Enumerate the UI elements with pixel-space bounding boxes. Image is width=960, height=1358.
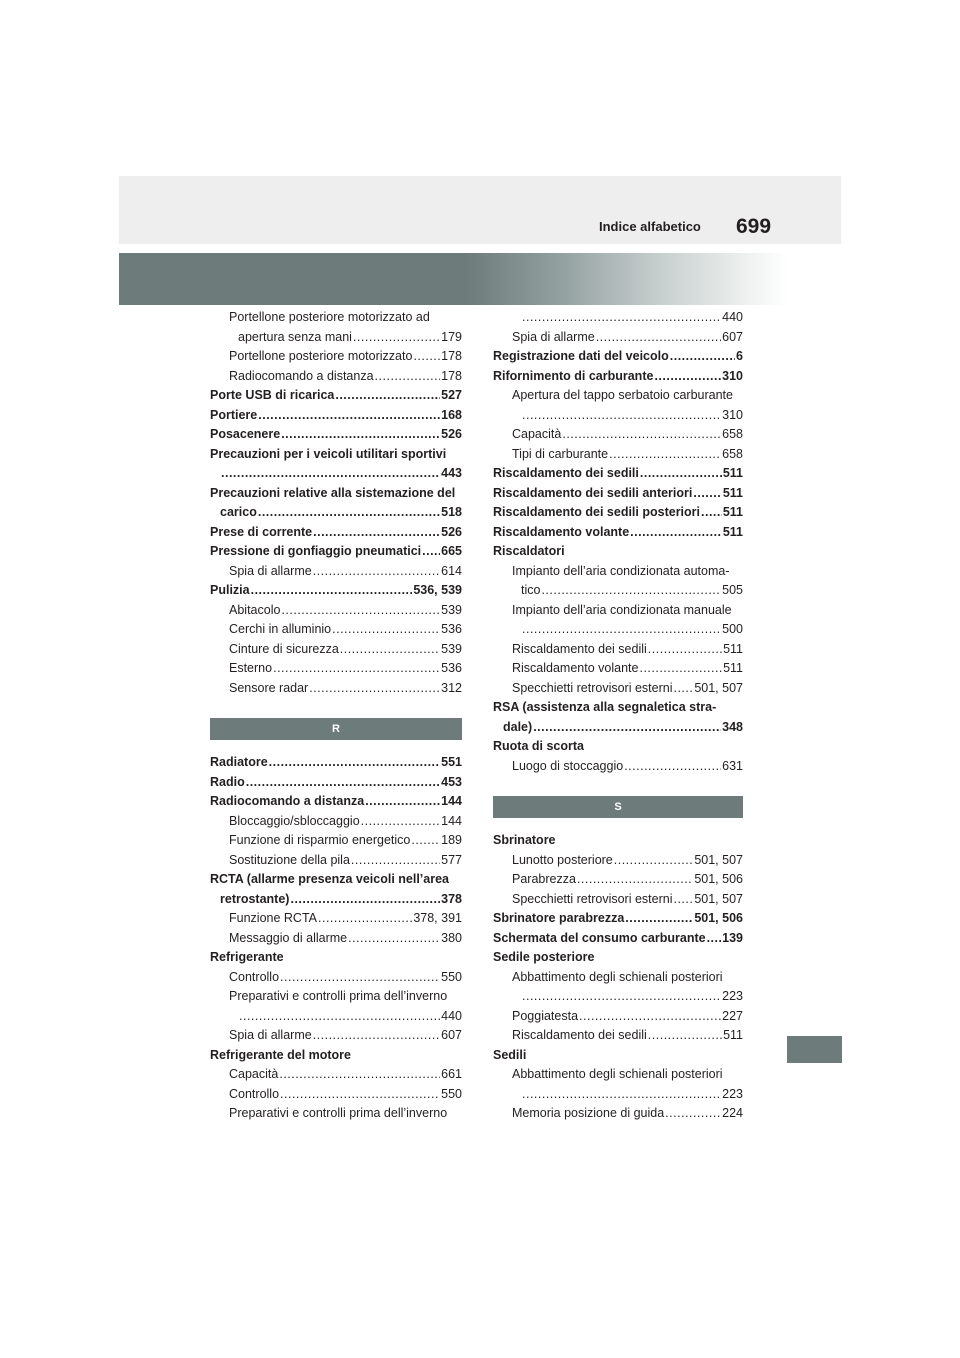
index-entry: retrostante) ..... 378 bbox=[210, 890, 462, 910]
header-gradient-band bbox=[119, 253, 787, 305]
letter-header-s: S bbox=[493, 796, 743, 818]
index-entry: Refrigerante del motore bbox=[210, 1047, 352, 1062]
index-entry: Luogo di stoccaggio ..... 631 bbox=[493, 757, 743, 777]
index-entry: Parabrezza ..... 501, 506 bbox=[493, 870, 743, 890]
index-entry: Riscaldamento volante ..... 511 bbox=[493, 523, 743, 543]
index-entry: Apertura del tappo serbatoio carburante bbox=[512, 388, 733, 402]
index-entry: Pressione di gonfiaggio pneumatici ..... 665 bbox=[210, 542, 462, 562]
page-number: 699 bbox=[736, 215, 772, 238]
chapter-tab-marker bbox=[787, 1036, 842, 1063]
index-entry: Riscaldamento volante ..... 511 bbox=[493, 659, 743, 679]
index-entry: Impianto dell’aria condizionata automa- bbox=[512, 563, 730, 578]
index-entry: Esterno ..... 536 bbox=[210, 659, 462, 679]
index-entry: ..... 500 bbox=[493, 620, 743, 640]
index-entry: Funzione di risparmio energetico ..... 189 bbox=[210, 831, 462, 851]
index-entry: Lunotto posteriore ..... 501, 507 bbox=[493, 851, 743, 871]
index-entry: Capacità ..... 661 bbox=[210, 1065, 462, 1085]
index-entry: tico ..... 505 bbox=[493, 581, 743, 601]
index-entry: Radiocomando a distanza ..... 144 bbox=[210, 792, 462, 812]
index-entry: Riscaldamento dei sedili ..... 511 bbox=[493, 1026, 743, 1046]
index-entry: Refrigerante bbox=[210, 950, 284, 964]
index-entry: Ruota di scorta bbox=[493, 739, 584, 753]
index-entry: Riscaldatori bbox=[493, 544, 565, 558]
index-entry: RCTA (allarme presenza veicoli nell’area bbox=[210, 872, 449, 886]
index-entry: Controllo ..... 550 bbox=[210, 1085, 462, 1105]
index-entry: Radio ..... 453 bbox=[210, 773, 462, 793]
index-entry: Pulizia ..... 536, 539 bbox=[210, 581, 462, 601]
index-entry: Portellone posteriore motorizzato ad bbox=[229, 310, 430, 324]
index-entry: Radiocomando a distanza ..... 178 bbox=[210, 367, 462, 387]
index-entry: dale) ..... 348 bbox=[493, 718, 743, 738]
left-index-column bbox=[210, 308, 462, 1124]
index-entry: Precauzioni relative alla sistemazione del bbox=[210, 485, 456, 500]
index-entry: Memoria posizione di guida ..... 224 bbox=[493, 1104, 743, 1124]
index-entry: Spia di allarme ..... 607 bbox=[210, 1026, 462, 1046]
index-entry: Riscaldamento dei sedili ..... 511 bbox=[493, 464, 743, 484]
letter-header-r: R bbox=[210, 718, 462, 740]
index-entry: Abbattimento degli schienali posteriori bbox=[512, 1067, 723, 1081]
index-entry: Sedile posteriore bbox=[493, 950, 595, 964]
index-entry: Abitacolo ..... 539 bbox=[210, 601, 462, 621]
section-title: Indice alfabetico bbox=[599, 219, 701, 234]
index-entry: ..... 440 bbox=[210, 1007, 462, 1027]
index-entry: Funzione RCTA ..... 378, 391 bbox=[210, 909, 462, 929]
index-entry: Preparativi e controlli prima dell’inverno bbox=[229, 989, 448, 1003]
index-entry: apertura senza mani ..... 179 bbox=[210, 328, 462, 348]
index-entry: Schermata del consumo carburante ..... 139 bbox=[493, 929, 743, 949]
index-entry: Cerchi in alluminio ..... 536 bbox=[210, 620, 462, 640]
index-entry: Controllo ..... 550 bbox=[210, 968, 462, 988]
index-entry: RSA (assistenza alla segnaletica stra- bbox=[493, 700, 717, 714]
index-entry: Porte USB di ricarica ..... 527 bbox=[210, 386, 462, 406]
index-entry: Poggiatesta ..... 227 bbox=[493, 1007, 743, 1027]
index-entry: ..... 223 bbox=[493, 987, 743, 1007]
index-entry: Cinture di sicurezza ..... 539 bbox=[210, 640, 462, 660]
index-entry: Riscaldamento dei sedili posteriori ..... 511 bbox=[493, 503, 743, 523]
index-entry: Messaggio di allarme ..... 380 bbox=[210, 929, 462, 949]
index-entry: Sostituzione della pila ..... 577 bbox=[210, 851, 462, 871]
header-top-bar bbox=[119, 176, 841, 244]
index-entry: Sbrinatore parabrezza ..... 501, 506 bbox=[493, 909, 743, 929]
index-entry: Specchietti retrovisori esterni ..... 501, 507 bbox=[493, 890, 743, 910]
index-entry: Spia di allarme ..... 614 bbox=[210, 562, 462, 582]
index-entry: ..... 440 bbox=[493, 308, 743, 328]
index-entry: Radiatore ..... 551 bbox=[210, 753, 462, 773]
index-entry: Preparativi e controlli prima dell’inverno bbox=[229, 1106, 448, 1120]
index-entry: Registrazione dati del veicolo ..... 6 bbox=[493, 347, 743, 367]
index-entry: Rifornimento di carburante ..... 310 bbox=[493, 367, 743, 387]
index-entry: Capacità ..... 658 bbox=[493, 425, 743, 445]
index-entry: Bloccaggio/sbloccaggio ..... 144 bbox=[210, 812, 462, 832]
index-entry: Portellone posteriore motorizzato ..... 178 bbox=[210, 347, 462, 367]
index-entry: Posacenere ..... 526 bbox=[210, 425, 462, 445]
index-entry: Riscaldamento dei sedili anteriori ..... 511 bbox=[493, 484, 743, 504]
index-entry: Precauzioni per i veicoli utilitari sportivi bbox=[210, 446, 447, 461]
index-entry: Impianto dell’aria condizionata manuale bbox=[512, 602, 732, 617]
index-entry: carico ..... 518 bbox=[210, 503, 462, 523]
index-entry: Sedili bbox=[493, 1047, 527, 1062]
index-entry: ..... 443 bbox=[210, 464, 462, 484]
index-entry: ..... 310 bbox=[493, 406, 743, 426]
index-entry: Specchietti retrovisori esterni ..... 501, 507 bbox=[493, 679, 743, 699]
index-entry: Spia di allarme ..... 607 bbox=[493, 328, 743, 348]
index-entry: Sbrinatore bbox=[493, 833, 556, 847]
index-entry: Tipi di carburante ..... 658 bbox=[493, 445, 743, 465]
index-entry: Portiere ..... 168 bbox=[210, 406, 462, 426]
right-index-column bbox=[493, 308, 743, 1124]
index-entry: Prese di corrente ..... 526 bbox=[210, 523, 462, 543]
index-entry: Sensore radar ..... 312 bbox=[210, 679, 462, 699]
index-entry: Abbattimento degli schienali posteriori bbox=[512, 969, 723, 984]
index-entry: ..... 223 bbox=[493, 1085, 743, 1105]
index-entry: Riscaldamento dei sedili ..... 511 bbox=[493, 640, 743, 660]
